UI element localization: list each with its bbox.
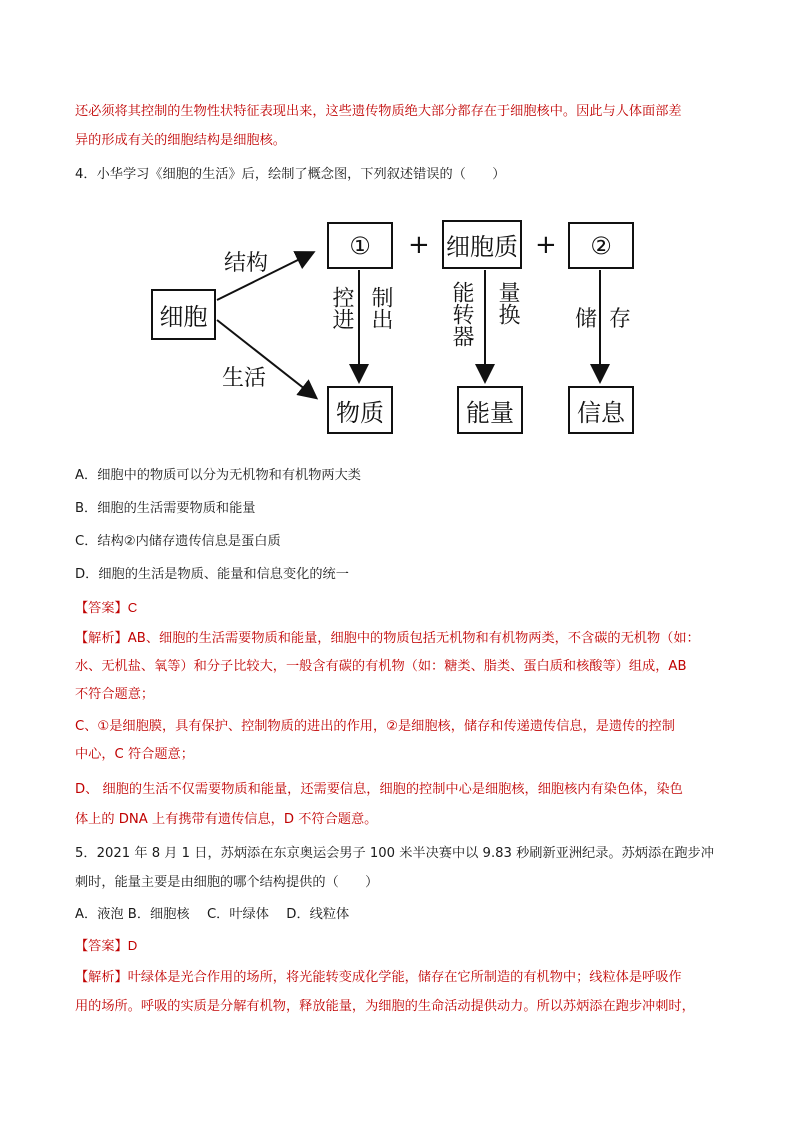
concept-map-arrows <box>0 0 794 450</box>
cell-box: 细胞 <box>151 289 216 340</box>
control-label-col2: 制出 <box>368 286 393 330</box>
q4-analysis-line-2: 水、无机盐、氧等）和分子比较大，一般含有碳的有机物（如：糖类、脂类、蛋白质和核酸等）组成，AB <box>75 659 687 674</box>
life-label: 生活 <box>222 366 267 391</box>
analysis-text: AB、细胞的生活需要物质和能量，细胞中的物质包括无机物和有机物两类，不含碳的无机物（如： <box>127 631 700 646</box>
plus-sign-2: + <box>535 230 557 260</box>
cytoplasm-box: 细胞质 <box>442 220 522 269</box>
answer-tag: 【答案】 <box>75 939 128 954</box>
matter-box: 物质 <box>327 386 393 434</box>
q4-analysis-line-1 <box>75 630 735 648</box>
concept-map <box>0 0 794 450</box>
q4-analysis-line-7: 体上的 DNA 上有携带有遗传信息，D 不符合题意。 <box>75 812 378 827</box>
structure-1-box: ① <box>327 222 393 269</box>
question-5-stem-2: 刺时，能量主要是由细胞的哪个结构提供的（ ） <box>75 875 379 890</box>
analysis-tag: 【解析】 <box>75 970 128 985</box>
q4-analysis-line-4: C、①是细胞膜，具有保护、控制物质的进出的作用，②是细胞核，储存和传递遗传信息，是遗传的控制 <box>75 719 675 734</box>
question-5-stem-1: 5．2021 年 8 月 1 日，苏炳添在东京奥运会男子 100 米半决赛中以 9.83 秒刷新亚洲纪录。苏炳添在跑步冲 <box>75 846 714 861</box>
q5-analysis-line-1 <box>75 969 735 987</box>
option-c: C．结构②内储存遗传信息是蛋白质 <box>75 534 281 549</box>
plus-sign-1: + <box>408 230 430 260</box>
energy-label-col2: 量换 <box>495 281 520 325</box>
q5-analysis-line-2: 用的场所。呼吸的实质是分解有机物，释放能量，为细胞的生命活动提供动力。所以苏炳添在跑步冲刺时， <box>75 999 695 1014</box>
answer-tag: 【答案】 <box>75 601 128 616</box>
intro-line-1: 还必须将其控制的生物性状特征表现出来，这些遗传物质绝大部分都存在于细胞核中。因此与人体面部差 <box>75 104 682 119</box>
store-label-col1: 储 <box>574 307 597 332</box>
q4-analysis-line-6: D、 细胞的生活不仅需要物质和能量，还需要信息，细胞的控制中心是细胞核，细胞核内有染色体，染色 <box>75 782 683 797</box>
store-label-col2: 存 <box>608 307 631 332</box>
q4-analysis-line-5: 中心，C 符合题意； <box>75 747 194 762</box>
info-box: 信息 <box>568 386 634 434</box>
structure-2-box: ② <box>568 222 634 269</box>
option-b: B．细胞的生活需要物质和能量 <box>75 501 256 516</box>
q4-answer-line <box>75 599 735 618</box>
analysis-text: 叶绿体是光合作用的场所，将光能转变成化学能，储存在它所制造的有机物中；线粒体是呼吸作 <box>127 970 682 985</box>
q5-answer-line <box>75 937 735 956</box>
analysis-tag: 【解析】 <box>75 631 128 646</box>
option-d: D．细胞的生活是物质、能量和信息变化的统一 <box>75 567 349 582</box>
question-4-stem: 4．小华学习《细胞的生活》后，绘制了概念图，下列叙述错误的（ ） <box>75 167 506 182</box>
option-a: A．细胞中的物质可以分为无机物和有机物两大类 <box>75 468 361 483</box>
energy-box: 能量 <box>457 386 523 434</box>
q4-analysis-line-3: 不符合题意； <box>75 687 155 702</box>
control-label-col1: 控进 <box>329 286 354 330</box>
structure-label: 结构 <box>224 251 269 276</box>
energy-label-col1: 能转器 <box>449 281 474 347</box>
intro-line-2: 异的形成有关的细胞结构是细胞核。 <box>75 133 286 148</box>
answer-value: C <box>127 600 138 615</box>
question-5-options: A．液泡 B．细胞核 C．叶绿体 D．线粒体 <box>75 907 350 922</box>
answer-value: D <box>127 938 138 953</box>
